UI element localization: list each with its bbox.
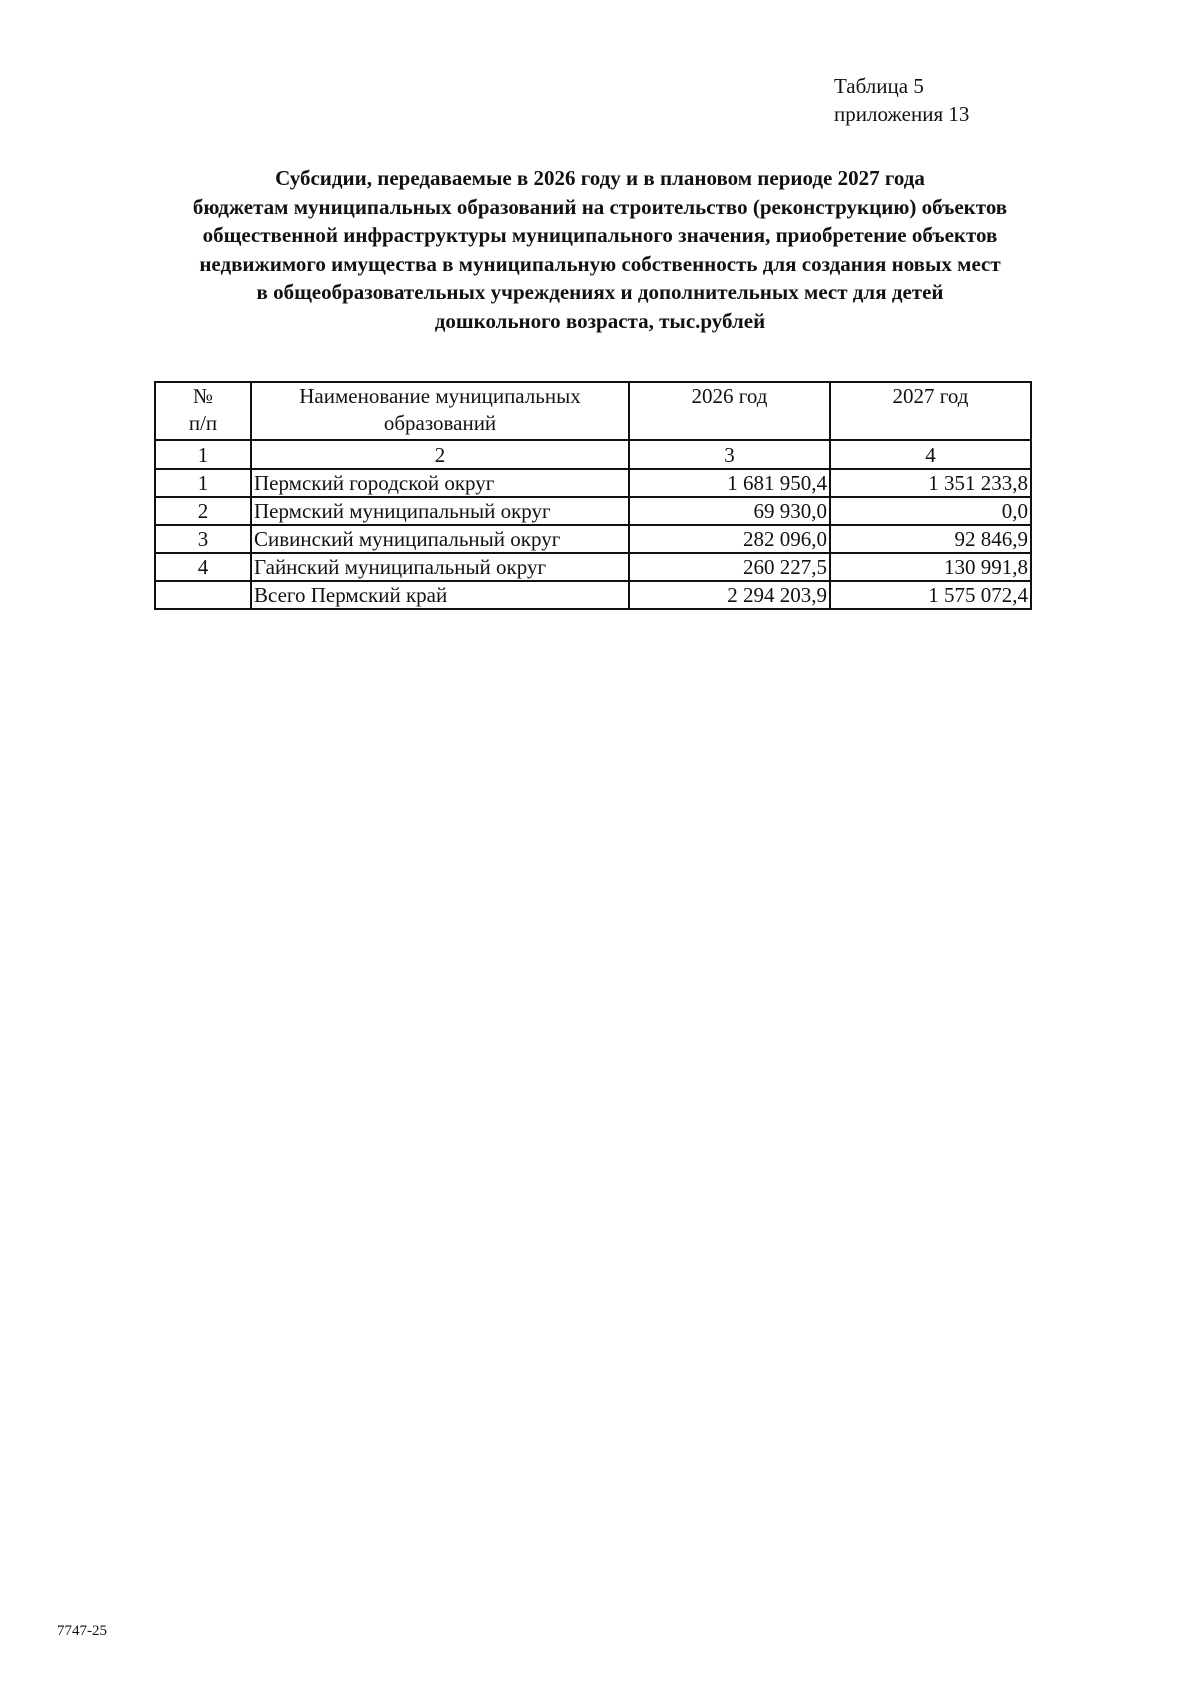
column-index: 2	[251, 440, 629, 469]
title-line: в общеобразовательных учреждениях и дополнительных мест для детей	[256, 280, 944, 304]
municipality-name: Пермский городской округ	[251, 469, 629, 497]
amount-2027: 1 351 233,8	[830, 469, 1031, 497]
column-index: 3	[629, 440, 830, 469]
header-text: п/п	[188, 411, 218, 435]
column-index: 4	[830, 440, 1031, 469]
amount-2027: 0,0	[830, 497, 1031, 525]
table-row	[155, 553, 1031, 581]
title-line: бюджетам муниципальных образований на строительство (реконструкцию) объектов	[192, 194, 1008, 219]
annex-number-label: приложения 13	[834, 102, 970, 126]
column-index: 1	[155, 440, 251, 469]
annex-reference	[834, 72, 969, 128]
row-number: 4	[155, 553, 251, 581]
row-number	[155, 581, 251, 609]
column-header-2027: 2027 год	[830, 382, 1031, 440]
amount-2026: 282 096,0	[629, 525, 830, 553]
table-header-row	[155, 382, 1031, 440]
column-header-name	[251, 382, 629, 440]
row-number: 1	[155, 469, 251, 497]
document-title	[120, 164, 1080, 335]
municipality-name: Гайнский муниципальный округ	[251, 553, 629, 581]
column-header-2026: 2026 год	[629, 382, 830, 440]
table-row	[155, 525, 1031, 553]
title-line: недвижимого имущества в муниципальную собственность для создания новых мест	[199, 251, 1001, 276]
header-text: Наименование муниципальных	[299, 384, 581, 408]
amount-2026: 1 681 950,4	[629, 469, 830, 497]
amount-2026: 260 227,5	[629, 553, 830, 581]
column-header-number	[155, 382, 251, 440]
title-line: Субсидии, передаваемые в 2026 году и в плановом периоде 2027 года	[275, 166, 925, 190]
header-text: №	[192, 384, 214, 408]
total-2026: 2 294 203,9	[629, 581, 830, 609]
total-row	[155, 581, 1031, 609]
column-index-row	[155, 440, 1031, 469]
table-number-label: Таблица 5	[834, 74, 924, 98]
amount-2026: 69 930,0	[629, 497, 830, 525]
total-2027: 1 575 072,4	[830, 581, 1031, 609]
document-code: 7747-25	[57, 1623, 107, 1639]
total-label: Всего Пермский край	[251, 581, 629, 609]
row-number: 2	[155, 497, 251, 525]
title-line: дошкольного возраста, тыс.рублей	[434, 308, 766, 333]
subsidies-table	[154, 381, 1032, 610]
amount-2027: 130 991,8	[830, 553, 1031, 581]
municipality-name: Сивинский муниципальный округ	[251, 525, 629, 553]
amount-2027: 92 846,9	[830, 525, 1031, 553]
title-line: общественной инфраструктуры муниципального значения, приобретение объектов	[202, 223, 998, 247]
table-row	[155, 469, 1031, 497]
table-row	[155, 497, 1031, 525]
row-number: 3	[155, 525, 251, 553]
header-text: образований	[383, 411, 497, 435]
municipality-name: Пермский муниципальный округ	[251, 497, 629, 525]
